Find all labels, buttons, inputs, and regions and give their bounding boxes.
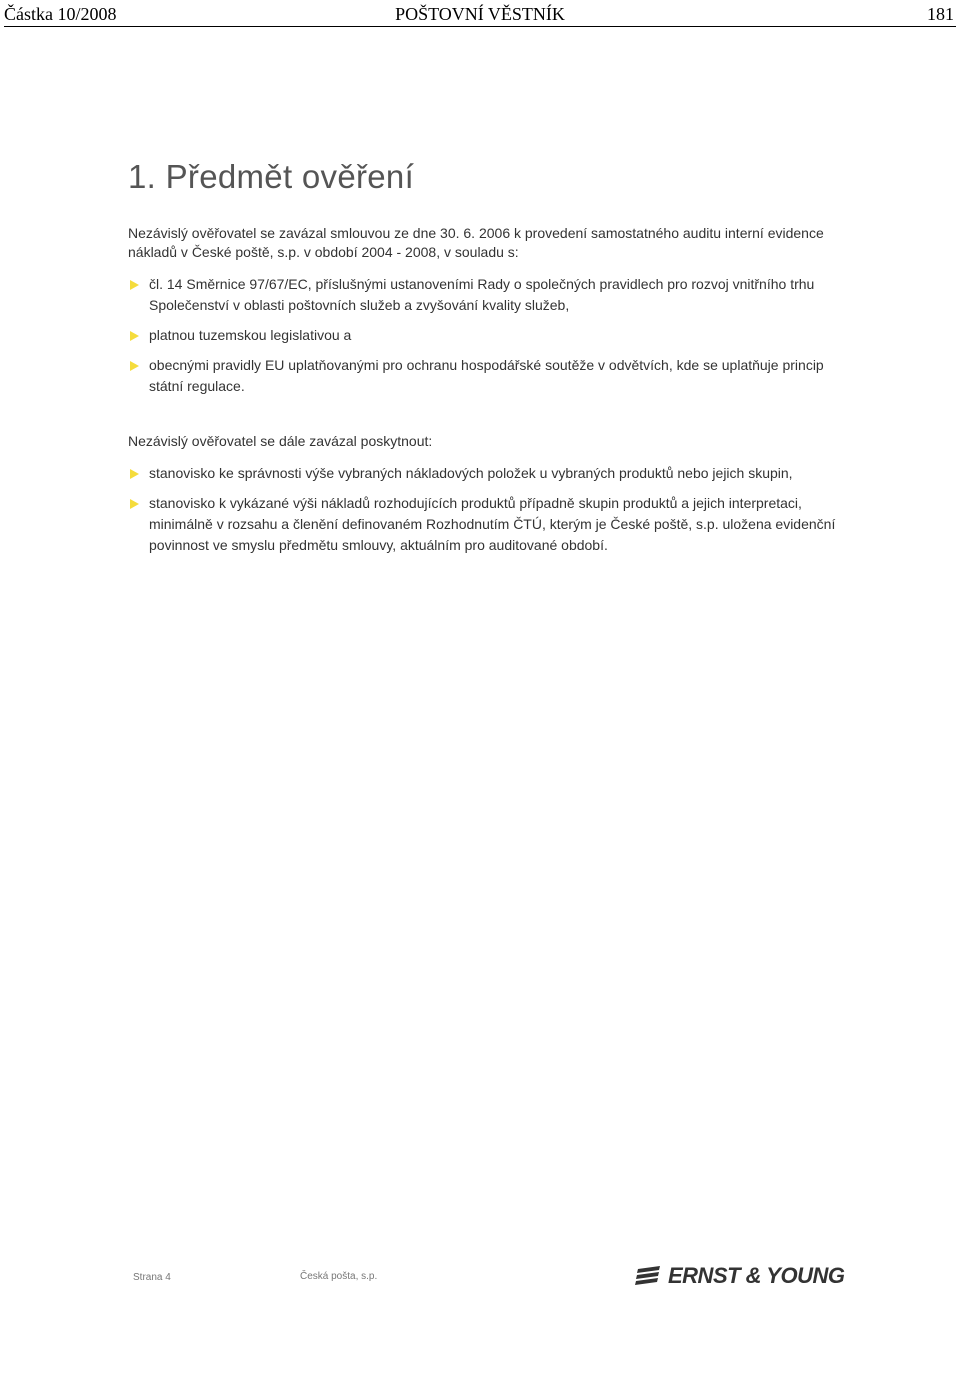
list-item: čl. 14 Směrnice 97/67/EC, příslušnými ustanoveními Rady o společných pravidlech pro rozvoj vnitřního trhu Společenství v oblasti poštovních služeb a zvyšování kvality služeb,: [128, 274, 848, 316]
section-title: 1. Předmět ověření: [128, 158, 415, 195]
list-item: stanovisko ke správnosti výše vybraných nákladových položek u vybraných produktů nebo jejich skupin,: [128, 463, 848, 484]
page-header: [4, 2, 956, 27]
list-item: obecnými pravidly EU uplatňovanými pro ochranu hospodářské soutěže v odvětvích, kde se uplatňuje princip státní regulace.: [128, 355, 848, 397]
page-number: 181: [927, 4, 954, 24]
main-content: [128, 158, 848, 565]
second-paragraph: Nezávislý ověřovatel se dále zavázal poskytnout:: [128, 433, 433, 449]
deliverables-list: [128, 463, 848, 556]
triangle-bullet-icon: [130, 361, 139, 371]
triangle-bullet-icon: [130, 499, 139, 509]
page-footer: [0, 1262, 960, 1292]
triangle-bullet-icon: [130, 469, 139, 479]
list-item: stanovisko k vykázané výši nákladů rozhodujících produktů případně skupin produktů a jejich interpretaci, minimálně v rozsahu a členění definovaném Rozhodnutím ČTÚ, kterým je České poště, s.p. uložena evidenční povinnost ve smyslu předmětu smlouvy, aktuálním pro auditované období.: [128, 493, 848, 556]
issue-number: Částka 10/2008: [4, 4, 117, 24]
footer-page-label: Strana 4: [133, 1272, 171, 1283]
list-item: platnou tuzemskou legislativou a: [128, 325, 848, 346]
intro-paragraph: Nezávislý ověřovatel se zavázal smlouvou ze dne 30. 6. 2006 k provedení samostatného auditu interní evidence nákladů v České poště, s.p. v období 2004 - 2008, v souladu s:: [128, 225, 824, 260]
logo-text: ERNST & YOUNG: [668, 1263, 845, 1288]
footer-company: Česká pošta, s.p.: [300, 1271, 378, 1282]
journal-title: POŠTOVNÍ VĚSTNÍK: [395, 4, 565, 24]
ernst-young-logo: [634, 1262, 844, 1290]
triangle-bullet-icon: [130, 280, 139, 290]
ernst-young-logo-icon: [634, 1266, 662, 1286]
compliance-list: [128, 274, 848, 397]
triangle-bullet-icon: [130, 331, 139, 341]
